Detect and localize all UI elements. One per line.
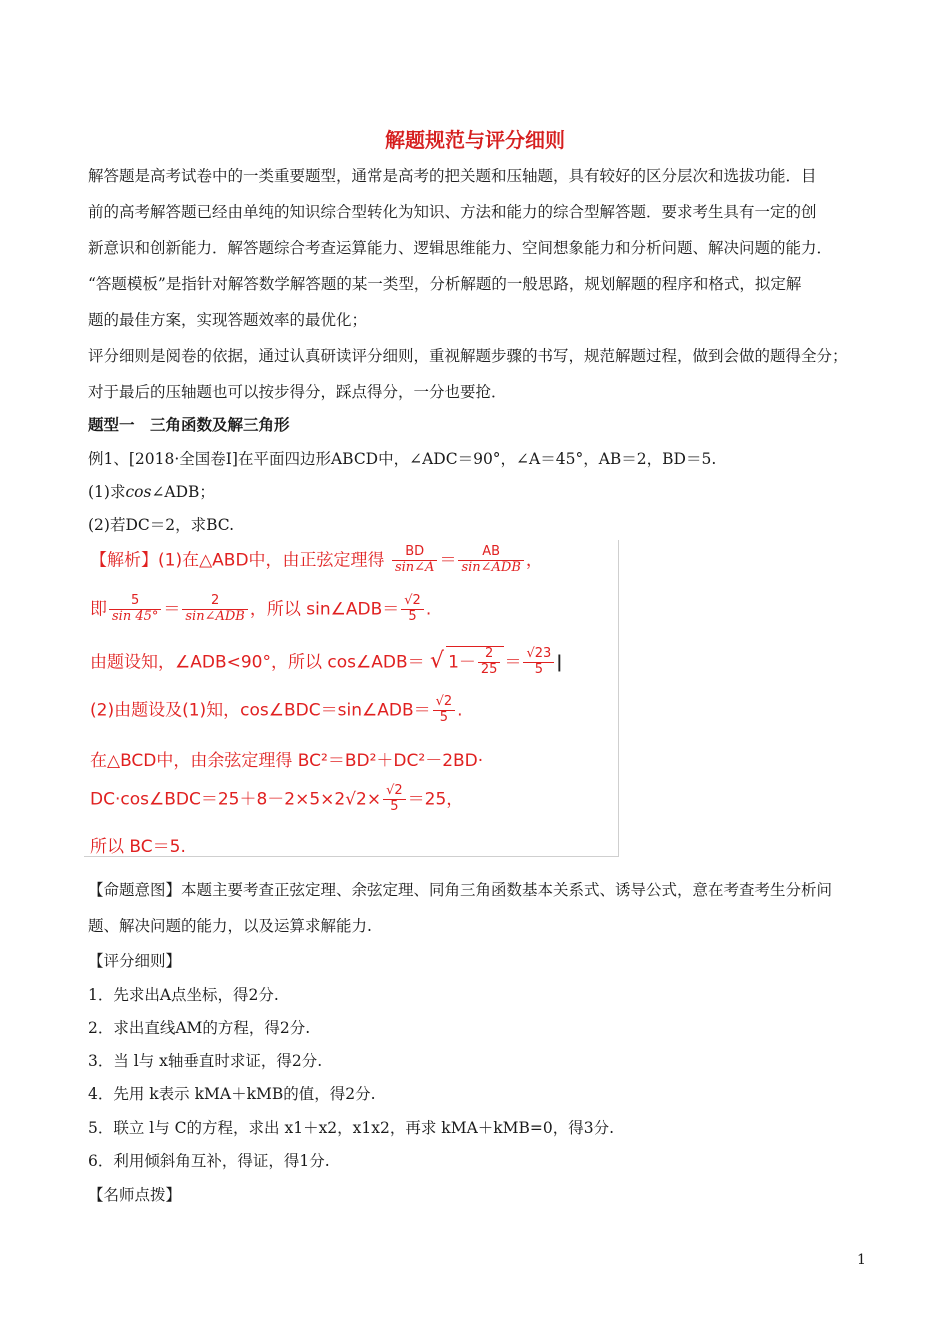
text-cursor: | — [556, 652, 563, 673]
intro-line-6: 评分细则是阅卷的依据，通过认真研读评分细则，重视解题步骤的书写，规范解题过程，做到会做的题得全分； — [88, 347, 848, 365]
part1-func: cos — [125, 483, 152, 501]
fraction: $\frac{√2}{5}$ — [383, 784, 406, 815]
sol-l1-prefix: 【解析】(1)在△ABD中，由正弦定理得 — [90, 550, 385, 571]
fraction: $\frac{√23}{5}$ — [523, 647, 554, 678]
solution-line-3: 由题设知，∠ADB<90°，所以 cos∠ADB＝ √ 1－ $\frac{2}{25}$ ＝ $\frac{√23}{5}$ | — [90, 646, 563, 677]
scoring-item-1: 1．先求出A点坐标，得2分. — [88, 986, 279, 1004]
scoring-item-4: 4．先用 k表示 kMA＋kMB的值，得2分. — [88, 1085, 376, 1103]
scoring-item-2: 2．求出直线AM的方程，得2分. — [88, 1019, 311, 1037]
sqrt-radicand: 1－ $\frac{2}{25}$ — [446, 646, 504, 678]
scoring-heading: 【评分细则】 — [88, 952, 182, 970]
fraction: $\frac{√2}{5}$ — [433, 695, 456, 726]
example-part-1 — [88, 480, 215, 502]
intent-line-2: 题、解决问题的能力，以及运算求解能力. — [88, 917, 372, 935]
page-title: 解题规范与评分细则 — [385, 128, 565, 152]
solution-line-7: 所以 BC＝5. — [90, 837, 186, 857]
solution-line-2: 即 $\frac{5}{\sin 45^\circ}$ ＝ $\frac{2}{\text{sin∠ADB}}$ ，所以 sin∠ADB＝ $\frac{√2}{5}$ . — [90, 593, 432, 624]
fraction: $\frac{5}{\sin 45^\circ}$ — [109, 594, 161, 625]
solution-line-5: 在△BCD中，由余弦定理得 BC²＝BD²＋DC²－2BD· — [90, 751, 484, 771]
intro-line-7: 对于最后的压轴题也可以按步得分，踩点得分，一分也要抢． — [88, 383, 507, 401]
scoring-item-5: 5．联立 l与 C的方程，求出 x1＋x2，x1x2，再求 kMA＋kMB=0，得3分. — [88, 1119, 615, 1137]
intro-line-5: 题的最佳方案，实现答题效率的最优化； — [88, 311, 368, 329]
fraction: $\frac{2}{\text{sin∠ADB}}$ — [182, 594, 247, 625]
scoring-item-6: 6．利用倾斜角互补，得证，得1分. — [88, 1152, 330, 1170]
intent-line-1: 【命题意图】本题主要考查正弦定理、余弦定理、同角三角函数基本关系式、诱导公式，意在考查考生分析问 — [88, 881, 833, 899]
fraction: $\frac{2}{25}$ — [478, 647, 501, 678]
solution-line-4: (2)由题设及(1)知，cos∠BDC＝sin∠ADB＝ $\frac{√2}{5}$ . — [90, 694, 463, 725]
fraction: $\frac{BD}{\sin\angle A}$ — [392, 545, 437, 576]
intro-line-1: 解答题是高考试卷中的一类重要题型，通常是高考的把关题和压轴题，具有较好的区分层次和选拔功能．目 — [88, 167, 817, 185]
intro-line-4: “答题模板”是指针对解答数学解答题的某一类型，分析解题的一般思路，规划解题的程序和格式，拟定解 — [88, 275, 802, 293]
intro-line-2: 前的高考解答题已经由单纯的知识综合型转化为知识、方法和能力的综合型解答题．要求考生具有一定的创 — [88, 203, 817, 221]
fraction: $\frac{AB}{\text{sin∠ADB}}$ — [458, 545, 523, 576]
example-stem: 例1、[2018·全国卷Ⅰ]在平面四边形ABCD中，∠ADC＝90°，∠A＝45°，AB＝2，BD＝5. — [88, 450, 717, 468]
intro-line-3: 新意识和创新能力．解答题综合考查运算能力、逻辑思维能力、空间想象能力和分析问题、解决问题的能力． — [88, 239, 833, 257]
solution-line-6: DC·cos∠BDC＝25＋8－2×5×2√2× $\frac{√2}{5}$ ＝25， — [90, 783, 464, 814]
scoring-item-3: 3．当 l与 x轴垂直时求证，得2分. — [88, 1052, 323, 1070]
tips-heading: 【名师点拨】 — [88, 1186, 182, 1204]
solution-line-1: 【解析】(1)在△ABD中，由正弦定理得 $\frac{BD}{\sin\angle A}$ ＝ $\frac{AB}{\text{sin∠ADB}}$ ， — [90, 544, 543, 575]
section-heading: 题型一 三角函数及解三角形 — [88, 416, 290, 434]
fraction: $\frac{√2}{5}$ — [401, 594, 424, 625]
part1-prefix: (1)求 — [88, 483, 126, 501]
part1-suffix: ∠ADB； — [151, 483, 215, 501]
example-part-2: (2)若DC＝2，求BC. — [88, 516, 235, 534]
sqrt-sign-icon: √ — [430, 648, 445, 674]
page-number: 1 — [857, 1252, 866, 1268]
